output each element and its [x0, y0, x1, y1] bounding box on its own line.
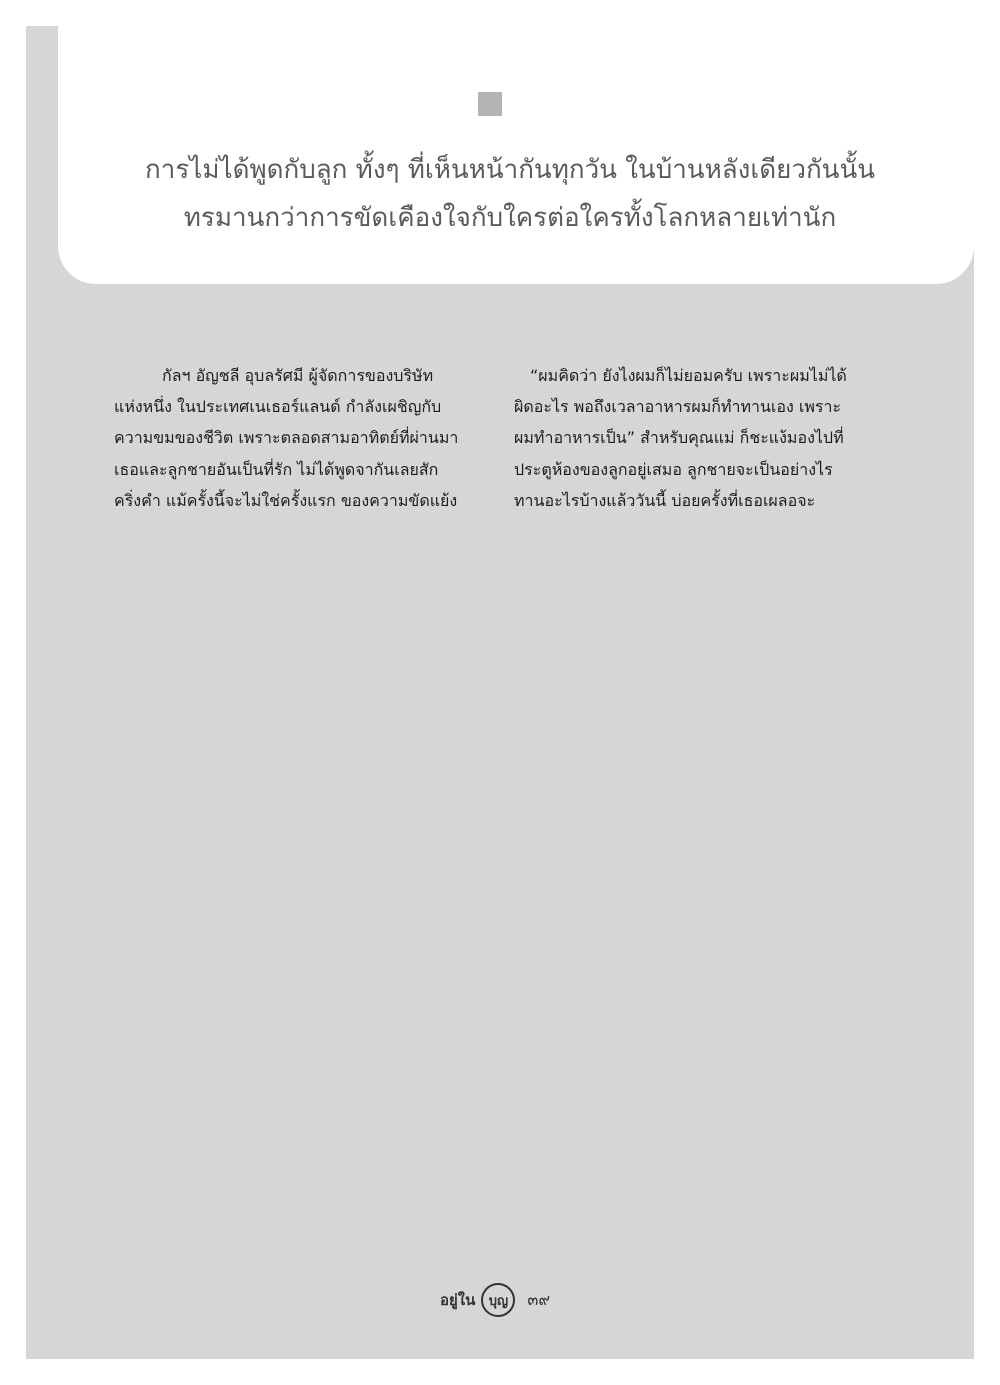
text-line: เธอและลูกชายอันเป็นที่รัก ไม่ได้พูดจากันเลยสัก [114, 459, 439, 479]
right-column [514, 360, 876, 516]
text-line: ทานอะไรบ้างแล้ววันนี้ บ่อยครั้งที่เธอเผลอจะ [514, 490, 816, 510]
magazine-logo-text: อยู่ใน [440, 1291, 476, 1309]
text-line: ความขมของชีวิต เพราะตลอดสามอาทิตย์ที่ผ่านมา [114, 428, 459, 448]
magazine-logo-circle-text: บุญ [488, 1293, 509, 1309]
square-bullet-icon [478, 92, 502, 116]
right-paragraph [514, 360, 876, 516]
text-line: ผิดอะไร พอถึงเวลาอาหารผมก็ทำทานเอง เพราะ [514, 397, 842, 417]
magazine-logo-circle [481, 1283, 515, 1317]
left-paragraph [114, 360, 476, 516]
headline-line-1: การไม่ได้พูดกับลูก ทั้งๆ ที่เห็นหน้ากันทุกวัน ในบ้านหลังเดียวกันนั้น [144, 155, 876, 185]
left-column [114, 360, 476, 516]
headline-line-2: ทรมานกว่าการขัดเคืองใจกับใครต่อใครทั้งโลกหลายเท่านัก [183, 203, 837, 233]
text-line: ประตูห้องของลูกอยู่เสมอ ลูกชายจะเป็นอย่างไร [514, 459, 833, 479]
footer [440, 1278, 550, 1322]
page-number: ๓๙ [527, 1289, 551, 1309]
text-line: ผมทำอาหารเป็น” สำหรับคุณแม่ ก็ชะแง้มองไปที่ [514, 428, 844, 448]
text-line: แห่งหนึ่ง ในประเทศเนเธอร์แลนด์ กำลังเผชิญกับ [114, 397, 442, 417]
headline [100, 146, 920, 242]
text-line: คริ่งคำ แม้ครั้งนี้จะไม่ใช่ครั้งแรก ของความขัดแย้ง [114, 490, 458, 510]
text-line: กัลฯ อัญชลี อุบลรัศมี ผู้จัดการของบริษัท [162, 366, 434, 385]
text-line: “ผมคิดว่า ยังไงผมก็ไม่ยอมครับ เพราะผมไม่ได้ [530, 366, 847, 385]
